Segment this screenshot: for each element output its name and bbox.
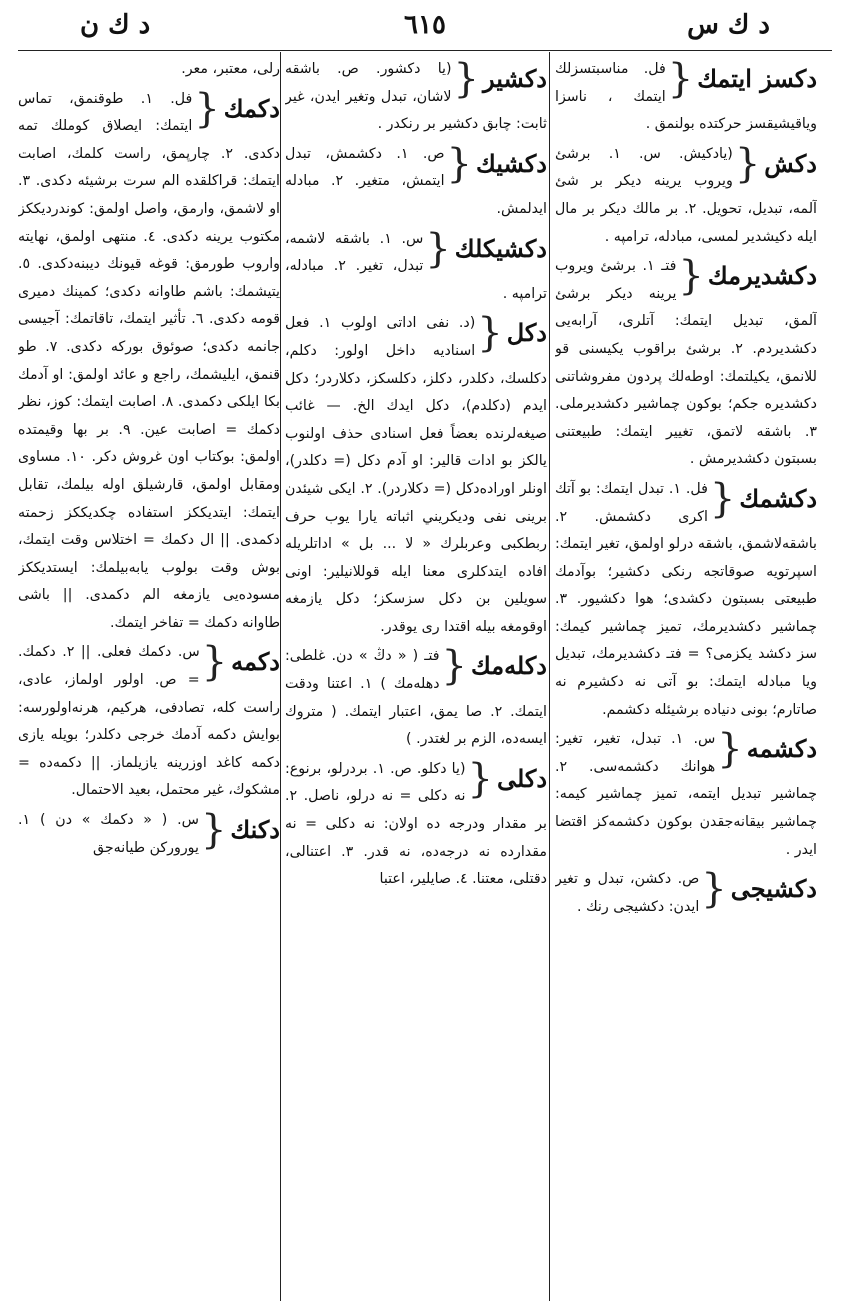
headword: دكش [764,148,817,178]
brace: { [453,56,479,102]
brace: { [441,643,467,690]
headword: دكشديرمك [707,261,817,291]
header-right-letters: د ك س [687,10,770,40]
headword: دكمك [223,93,280,123]
header-rule [18,50,832,51]
definition: س. ( « دكمك » دن ) ١. يورورکن طيانه‌جق [18,812,199,856]
headword: دكشمك [739,483,817,513]
definition: فتـ ١. برشئ ويروب يرينه ديكر برشئ آلمق، تبديل ايتمك: آتلرى، آرابه‌يى دكشديردم. ٢. برشئ براقوب يكيسنى قو للانمق، يكيلتمك: اوطه‌لك پردون مفروشاتنى دكشديره جكم؛ بوكون چماشير دكشديرملى. ٣. باشقه لاتمق، تغيير ايتمك: طبيعتنى بسبتون دكشديرمش . [555,258,817,468]
entry [285,756,547,894]
column-left [18,56,280,1301]
running-head [40,10,810,50]
definition: رلى، معتبر، معر. [181,61,280,77]
brace: { [717,726,743,773]
entry [555,866,817,921]
entry [18,639,280,805]
column-right [555,56,817,1301]
entry [555,141,817,251]
entry [285,310,547,641]
column-rule-left [280,52,281,1301]
definition: فتـ ( « دڭ » دن. غلطى: دهله‌مك ) ١. اعتنا ودقت ايتمك. ٢. صا يمق، اعتبار ايتمك. ( متروك ايسەده، الزم بر لغتدر. ) [285,648,547,748]
header-left-letters: د ك ن [80,10,151,40]
definition: (يا دكشور. ص. باشقه لاشان، تبدل وتغير ايدن، غير ثابت: چابق دكشير بر رنكدر . [285,61,547,133]
brace: { [200,807,227,854]
headword: دكسز ايتمك [697,64,817,93]
column-middle [285,56,547,1301]
entry [555,726,817,864]
brace: { [446,140,472,187]
definition: فل. ١. طوقنمق، تماس ايتمك: ايصلاق كوملك تمه دكدى. ٢. چارپمق، راست كلمك، اصابت ايتمك: قراكلقده الم سرت برشيئه دكدى. ٣. او لاشمق، وارمق، واصل اولمق: كوندرديككز مكتوب يرينه دكدى. ٤. منتهى اولمق، نهايته واروب طورمق: قوغه قيونك ديبنه‌دكدى. ٥. يتيشمك: باشم طاوانه دكدى؛ كمينك دميرى قومه دكدى. ٦. تأثير ايتمك، تاقاتمك: آجيسى جانمه دكدى؛ صوئوق بوركه دكدى. ٧. طو قنمق، ايليشمك، راجع و عائد اولمق: او آدمك بكا ايلكى دكمدى. ٨. اصابت ايتمك: كوز، نظر دكمك = اصابت عين. ٩. بر بها وقيمتده اولمق: بوكتاب اون غروش دكر. ١٠. مساوى ومقابل اولمق، قارشيلق اولە بيلمك، تقابل ايتمك: ايتديككز استفاده چكديككز زحمته دكمدى. || ال دكمك = اختلاس وقت ايتمك، بوش وقت بولوب يابه‌بيلمك: ايستديككز مسوده‌يى يازمغه الم دكمدى. || باشى طاوانه دكمك = تفاخر ايتمك. [18,90,280,631]
brace: { [425,225,451,272]
definition: ص. ١. دكشمش، تبدل ايتمش، متغير. ٢. مبادله ايدلمش. [285,145,547,217]
column-rule-right [549,52,550,1301]
headword: دكشيجى [730,874,817,904]
headword: دكشيك [476,148,547,178]
definition: (د. نفى اداتى اولوب ١. فعل اسناديه داخل اولور: دكلم، دكلسك، دكلدر، دكلز، دكلسكز، دكلاردر؛ دكل ايدم (دكلدم)، دكل ايدك الخ. — غائب صيغه‌لرنده بعضاً فعل اسنادى حذف اولنوب يالكز بو ادات قالير: او آدم دكل (= دكلدر)، اونلر اورادەدكل (= دكلاردر). ٢. ايكى شيئدن برينى نفى وديكريني اثباته يارا يوب حرف ربطكبى وعربلرك « لا ... بل » اداتلريله افاده ايتدكلرى معنا ايله قوللانيلير: اونى سويلين بن دكل سزسكز؛ دكل يازمغه اوقومغه بيله اقتدا رى يوقدر. [285,315,547,635]
brace: { [194,85,220,132]
headword: دكله‌مك [470,651,547,681]
definition: س. ١. باشقه لاشمه، تبدل، تغير. ٢. مبادله، ترامپه . [285,230,547,302]
entry [555,56,817,139]
entry [285,643,547,753]
page-number: ٦١٥ [404,10,446,40]
brace: { [667,56,694,102]
headword: دكشير [482,64,547,93]
definition: س. دكمك فعلى. || ٢. دكمك. = ص. اولور اولماز، عادى، راست كله، تصادفى، هركيم، هرنه‌اولورسه: بوايش دكمه آدمك خرجى دكلدر؛ بويله يازى دكمه كاغد اوزرينه يازيلماز. || دكمه‌ده = مشكوك، غير محتمل، بعيد الاحتمال. [18,644,280,799]
headword: دكلى [496,763,547,793]
definition: س. ١. تبدل، تغير، تغير: هوانك دكشمه‌سى. ٢. چماشير تبديل ايتمه، تميز چماشير كيمه: چماشير بيقانه‌جقدن بوكون دكشمه‌كز اقتضا ايدر . [555,731,817,858]
brace: { [201,639,228,686]
brace: { [678,253,704,300]
brace: { [701,866,727,913]
brace: { [734,140,761,187]
definition: فل. ١. تبدل ايتمك: بو آتك اكرى دكشمش. ٢. باشقه‌لاشمق، باشقه درلو اولمق، تغير ايتمك: اسپرتويه صوقاتجه رنكى دكشير؛ بوآدمك طبيعتى بسبتون دكشدى؛ هوا دكشيور. ٣. چماشير دكشديرمك، تميز چماشير كيمك: سز دكشد يكزمى؟ = فتـ دكشديرمك، تبديل ويا مبادله ايتمك: بو آتى نه دكشيرم نه صاتارم؛ بونى دنياده برشيئله دكشمم. [555,480,817,718]
headword: دكشيكلك [454,233,547,263]
headword: دكل [506,318,547,348]
entry [285,56,547,139]
entry [555,476,817,724]
definition: فل. مناسبتسزلك ايتمك ، ناسزا وياقيشيقسز حركتده بولنمق . [555,61,817,133]
entry [18,86,280,638]
entry [285,141,547,224]
entry [18,807,280,862]
brace: { [467,755,493,802]
definition: (يادكيش. س. ١. برشئ ويروب يرينه ديكر بر شئ آلمه، تبديل، تحويل. ٢. بر مالك ديكر بر مال ايله دكيشدير لمسى، مبادله، ترامپه . [555,145,817,245]
brace: { [477,310,503,357]
headword: دكنك [230,815,280,845]
entry [555,253,817,474]
headword: دكشمه [746,734,817,764]
brace: { [709,475,736,522]
headword: دكمه [231,647,280,677]
definition: (يا دكلو. ص. ١. بردرلو، برنوع: نه دكلى = نه درلو، ناصل. ٢. بر مقدار ودرجه ده اولان: نه دكلى = نه مقدارده نه درجه‌ده، نه قدر. ٣. اعتنالى، دقتلى، معتنا. ٤. صايلير، اعتبا [285,760,547,888]
entry [285,226,547,309]
definition: ص. دكشن، تبدل و تغير ايدن: دكشيجى رنك . [555,871,700,915]
entry-continuation [18,56,280,84]
